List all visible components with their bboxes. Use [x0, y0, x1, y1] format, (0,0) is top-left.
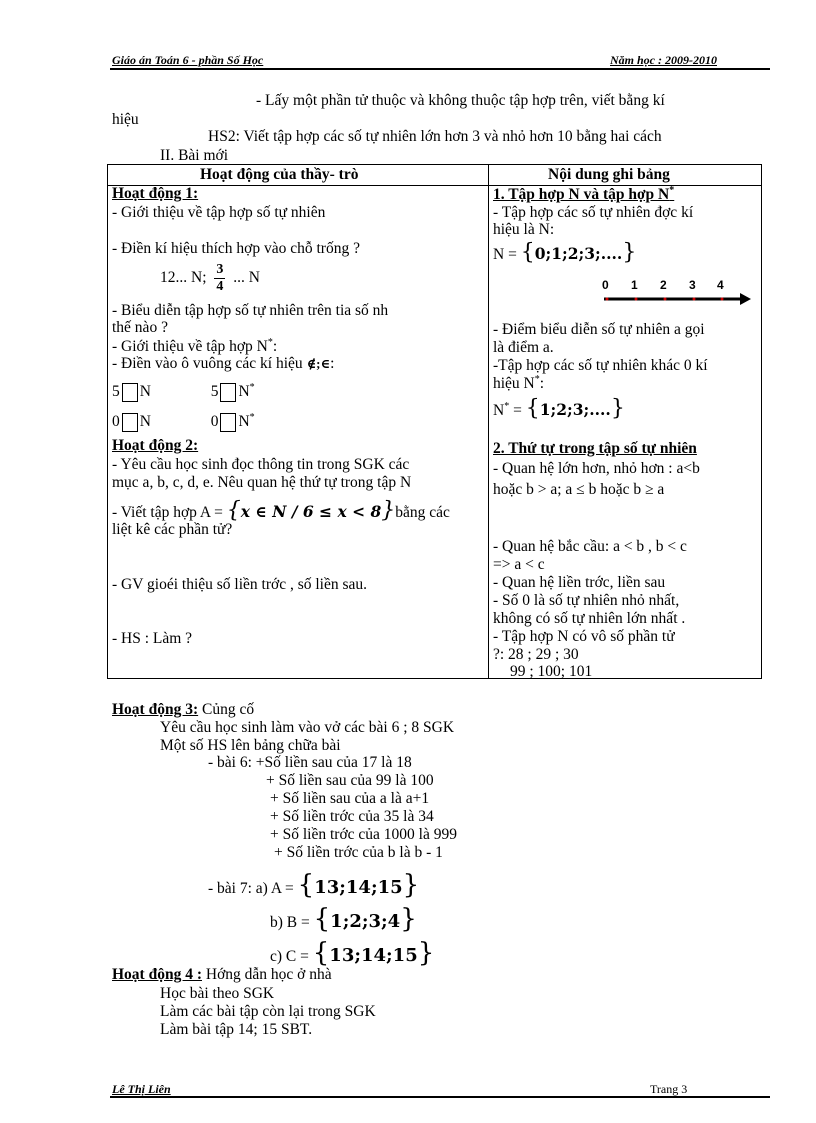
- left-line-4: - Biểu diễn tập hợp số tự nhiên trên tia số nh: [112, 302, 389, 319]
- right-line-s10: 99 ; 100; 101: [510, 663, 593, 678]
- nstar-sup: *: [267, 337, 273, 348]
- section-title: II. Bài mới: [160, 147, 229, 164]
- activity-4: [112, 966, 332, 984]
- activity-1-heading: Hoạt động 1:: [112, 185, 199, 202]
- after-line-1: Yêu cầu học sinh làm vào vở các bài 6 ; 8 SGK: [160, 719, 455, 736]
- section-1-sup: *: [669, 185, 675, 196]
- left-line-m1: - Yêu cầu học sinh đọc thông tin trong SGK các: [112, 456, 410, 473]
- right-line-s8: - Tập hợp N có vô số phần tử: [493, 628, 675, 645]
- box3-num: 0: [112, 413, 120, 431]
- intro-line1: - Lấy một phần tử thuộc và không thuộc tập hợp trên, viết bằng kí: [256, 92, 665, 109]
- right-line-s4: => a < c: [493, 556, 545, 573]
- ray-point-3: [693, 298, 696, 301]
- box1-num: 5: [112, 383, 120, 401]
- nstar-def-colon: :: [539, 375, 545, 393]
- box1-set: N: [139, 383, 151, 401]
- nstar-label: N: [493, 402, 505, 419]
- left-line-2: - Điền kí hiệu thích hợp vào chỗ trống ?: [112, 240, 360, 257]
- col-right-header: Nội dung ghi bảng: [548, 166, 670, 183]
- ray-label-4: 4: [717, 278, 724, 292]
- nstar-elements: 1;2;3;....: [539, 400, 611, 419]
- footer-rule: [110, 1096, 770, 1098]
- right-line-4: - Điểm biểu diễn số tự nhiên a gọi: [493, 321, 705, 338]
- intro-line1b: hiệu: [112, 111, 139, 128]
- after-line-7: + Số liền trớc của 1000 là 999: [270, 826, 457, 843]
- fill-frac: ... N: [233, 269, 260, 287]
- after-line-8: + Số liền trớc của b là b - 1: [274, 844, 443, 861]
- set-a-label: - Viết tập hợp A =: [112, 504, 223, 521]
- intro-line2: HS2: Viết tập hợp các số tự nhiên lớn hơn 3 và nhỏ hơn 10 bằng hai cách: [208, 128, 662, 145]
- ray-label-2: 2: [660, 278, 667, 292]
- after-line-c1: Học bài theo SGK: [160, 985, 275, 1002]
- header-rule: [110, 68, 770, 70]
- ray-point-1: [635, 298, 638, 301]
- after-line-3: - bài 6: +Số liền sau của 17 là 18: [208, 754, 412, 771]
- ex7-b: b) B = {1;2;3;4}: [270, 904, 417, 934]
- section-1-heading: [493, 185, 674, 204]
- nstar-intro: - Giới thiệu về tập hợp N: [112, 338, 268, 356]
- header-left: Giáo án Toán 6 - phần Số Học: [112, 53, 264, 67]
- left-line-5: thế nào ?: [112, 319, 168, 336]
- left-line-3: [160, 262, 260, 295]
- right-line-s6: - Số 0 là số tự nhiên nhỏ nhất,: [493, 592, 680, 609]
- after-line-c3: Làm bài tập 14; 15 SBT.: [160, 1021, 313, 1038]
- ray-point-0: [606, 298, 609, 301]
- ex7-c-set: 13;14;15: [329, 945, 418, 966]
- after-line-6: + Số liền trớc của 35 là 34: [270, 808, 434, 825]
- ray-label-1: 1: [631, 278, 638, 292]
- ex7-a-set: 13;14;15: [314, 877, 403, 898]
- left-line-m6: - HS : Làm ?: [112, 630, 193, 647]
- right-line-8: N* = {1;2;3;....}: [493, 396, 625, 421]
- activity-3-heading: Hoạt động 3:: [112, 701, 199, 718]
- box4-set: N: [238, 413, 250, 431]
- ray-label-0: 0: [602, 278, 609, 292]
- ex7-a-label: - bài 7: a) A =: [208, 880, 294, 897]
- box4-num: 0: [210, 413, 219, 431]
- ex7-b-set: 1;2;3;4: [330, 911, 401, 932]
- ray-arrowhead: [740, 293, 751, 305]
- nstar-equals: =: [513, 402, 522, 419]
- symbols-colon: :: [330, 355, 335, 372]
- fill-instruction: - Điền vào ô vuông các kí hiệu: [112, 355, 303, 372]
- activity-3: [112, 701, 254, 719]
- after-line-2: Một số HS lên bảng chữa bài: [160, 737, 341, 754]
- after-line-4: + Số liền sau của 99 là 100: [266, 772, 434, 789]
- answer-box[interactable]: [220, 383, 236, 402]
- left-line-m3: - Viết tập hợp A = {x ∈ N / 6 ≤ x < 8}bằng các: [112, 498, 450, 523]
- frac-den: 4: [216, 279, 224, 294]
- box-row-1: 5 N 5 N*: [112, 382, 255, 401]
- right-line-2: hiệu là N:: [493, 221, 555, 238]
- set-a-tail: bằng các: [395, 504, 450, 521]
- col-left-header: Hoạt động của thầy- trò: [200, 166, 359, 183]
- frac-num: 3: [216, 262, 224, 277]
- table-divider: [488, 164, 489, 679]
- left-line-m5: - GV gioéi thiệu số liền trớc , số liền sau.: [112, 576, 368, 593]
- answer-box[interactable]: [122, 383, 138, 402]
- section-2-heading: 2. Thứ tự trong tập số tự nhiên: [493, 440, 697, 457]
- box2-num: 5: [210, 383, 219, 401]
- header-right: Năm học : 2009-2010: [610, 53, 717, 67]
- activity-2-heading: Hoạt động 2:: [112, 437, 199, 454]
- nstar-colon: :: [272, 338, 278, 356]
- left-line-m2: mục a, b, c, d, e. Nêu quan hệ thứ tự trong tập N: [112, 474, 412, 491]
- ex7-b-label: b) B =: [270, 914, 310, 931]
- nstar-def: hiệu N: [493, 375, 535, 393]
- box3-set: N: [139, 413, 151, 431]
- number-ray: [600, 292, 752, 306]
- activity-4-title: Hớng dẫn học ở nhà: [205, 966, 332, 983]
- left-line-1: - Giới thiệu về tập hợp số tự nhiên: [112, 204, 326, 221]
- right-line-7: [493, 374, 544, 393]
- left-line-7: [112, 355, 334, 373]
- ex7-a: - bài 7: a) A = {13;14;15}: [208, 870, 420, 900]
- right-line-1: - Tập hợp các số tự nhiên đợc kí: [493, 204, 694, 221]
- fraction-3-4: [214, 262, 225, 295]
- n-label: N =: [493, 246, 517, 263]
- box-row-2: 0 N 0 N*: [112, 412, 255, 431]
- right-line-s3: - Quan hệ bắc cầu: a < b , b < c: [493, 538, 687, 555]
- ray-label-3: 3: [689, 278, 696, 292]
- box2-set: N: [238, 383, 250, 401]
- right-line-5: là điểm a.: [493, 339, 554, 356]
- activity-4-heading: Hoạt động 4 :: [112, 966, 202, 983]
- nstar-label-sup: *: [504, 400, 510, 412]
- n-elements: 0;1;2;3;....: [534, 244, 623, 263]
- ex7-c-label: c) C =: [270, 948, 309, 965]
- right-line-s9: ?: 28 ; 29 ; 30: [493, 646, 579, 663]
- nstar-def-sup: *: [534, 374, 540, 385]
- right-line-s7: không có số tự nhiên lớn nhất .: [493, 610, 686, 627]
- activity-3-title: Củng cố: [202, 701, 255, 718]
- ray-point-4: [721, 298, 724, 301]
- section-1-title: 1. Tập hợp N và tập hợp N: [493, 186, 670, 204]
- right-line-3: N = {0;1;2;3;....}: [493, 240, 637, 265]
- footer-left: Lê Thị Liên: [112, 1082, 171, 1096]
- after-line-5: + Số liền sau của a là a+1: [270, 790, 430, 807]
- fill-12: 12... N;: [160, 269, 207, 287]
- after-line-c2: Làm các bài tập còn lại trong SGK: [160, 1003, 376, 1020]
- right-line-s2: hoặc b > a; a ≤ b hoặc b ≥ a: [493, 481, 665, 498]
- right-line-6: -Tập hợp các số tự nhiên khác 0 kí: [493, 357, 708, 374]
- ex7-c: c) C = {13;14;15}: [270, 938, 435, 968]
- left-line-m4: liệt kê các phần tử?: [112, 521, 233, 538]
- answer-box[interactable]: [122, 413, 138, 432]
- set-a-expression: x ∈ N / 6 ≤ x < 8: [240, 502, 382, 521]
- footer-right: Trang 3: [650, 1082, 688, 1096]
- left-line-6: [112, 337, 277, 356]
- answer-box[interactable]: [220, 413, 236, 432]
- symbols: ∉;∈: [306, 356, 331, 371]
- right-line-s1: - Quan hệ lớn hơn, nhỏ hơn : a<b: [493, 460, 700, 477]
- right-line-s5: - Quan hệ liền trớc, liền sau: [493, 574, 666, 591]
- ray-point-2: [664, 298, 667, 301]
